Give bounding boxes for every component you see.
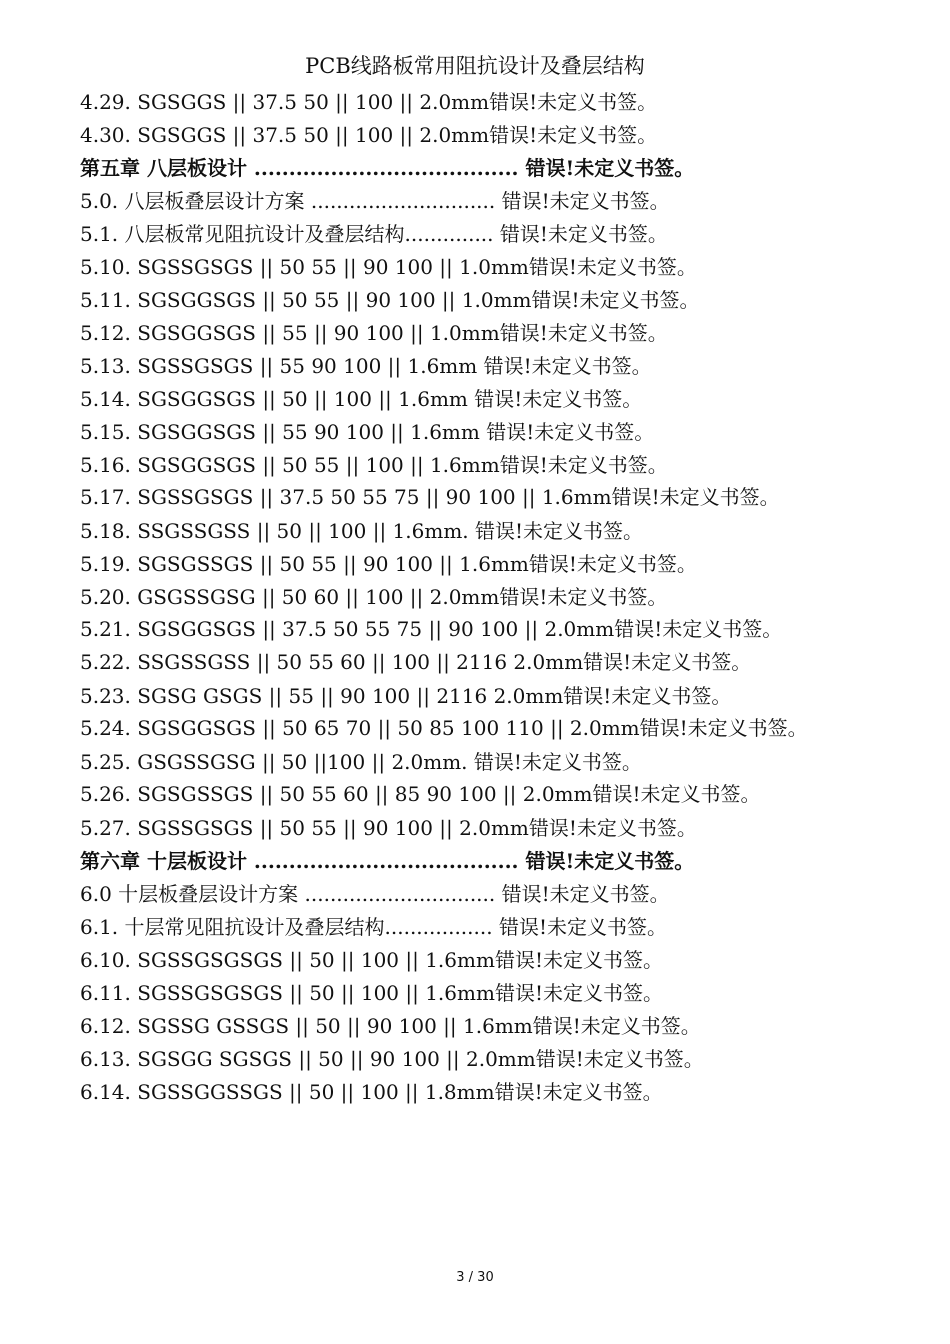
- page-number: 3 / 30: [456, 1270, 494, 1285]
- toc-entry[interactable]: 5.20. GSGSSGSG || 50 60 || 100 || 2.0mm错误!未定义书签。: [80, 585, 668, 609]
- page-header-title: PCB线路板常用阻抗设计及叠层结构: [305, 54, 645, 78]
- toc-chapter-heading[interactable]: 第六章 十层板设计 ...................................... 错误!未定义书签。: [80, 849, 695, 873]
- toc-entry[interactable]: 4.29. SGSGGS || 37.5 50 || 100 || 2.0mm错误!未定义书签。: [80, 90, 658, 114]
- toc-entry[interactable]: 5.1. 八层板常见阻抗设计及叠层结构.............. 错误!未定义书签。: [80, 222, 668, 246]
- toc-entry[interactable]: 5.12. SGSGGSGS || 55 || 90 100 || 1.0mm错误!未定义书签。: [80, 321, 668, 345]
- toc-entry[interactable]: 5.16. SGSGGSGS || 50 55 || 100 || 1.6mm错误!未定义书签。: [80, 453, 668, 477]
- toc-entry[interactable]: 5.15. SGSGGSGS || 55 90 100 || 1.6mm 错误!未定义书签。: [80, 420, 655, 444]
- toc-entry[interactable]: 5.14. SGSGGSGS || 50 || 100 || 1.6mm 错误!未定义书签。: [80, 387, 643, 411]
- toc-entry[interactable]: 5.24. SGSGGSGS || 50 65 70 || 50 85 100 110 || 2.0mm错误!未定义书签。: [80, 716, 808, 740]
- toc-entry[interactable]: 5.11. SGSGGSGS || 50 55 || 90 100 || 1.0mm错误!未定义书签。: [80, 288, 700, 312]
- toc-entry[interactable]: 5.21. SGSGGSGS || 37.5 50 55 75 || 90 100 || 2.0mm错误!未定义书签。: [80, 617, 783, 641]
- toc-entry[interactable]: 4.30. SGSGGS || 37.5 50 || 100 || 2.0mm错误!未定义书签。: [80, 123, 658, 147]
- toc-entry[interactable]: 5.25. GSGSSGSG || 50 ||100 || 2.0mm. 错误!未定义书签。: [80, 750, 642, 774]
- toc-entry[interactable]: 6.11. SGSSGSGSGS || 50 || 100 || 1.6mm错误!未定义书签。: [80, 981, 663, 1005]
- toc-entry[interactable]: 5.13. SGSSGSGS || 55 90 100 || 1.6mm 错误!未定义书签。: [80, 354, 652, 378]
- toc-entry[interactable]: 5.10. SGSSGSGS || 50 55 || 90 100 || 1.0mm错误!未定义书签。: [80, 255, 697, 279]
- toc-entry[interactable]: 6.0 十层板叠层设计方案 .............................. 错误!未定义书签。: [80, 882, 670, 906]
- toc-entry[interactable]: 5.17. SGSSGSGS || 37.5 50 55 75 || 90 100 || 1.6mm错误!未定义书签。: [80, 485, 780, 509]
- toc-entry[interactable]: 5.18. SSGSSGSS || 50 || 100 || 1.6mm. 错误!未定义书签。: [80, 519, 644, 543]
- toc-entry[interactable]: 5.26. SGSGSSGS || 50 55 60 || 85 90 100 || 2.0mm错误!未定义书签。: [80, 782, 761, 806]
- toc-entry[interactable]: 5.27. SGSSGSGS || 50 55 || 90 100 || 2.0mm错误!未定义书签。: [80, 816, 697, 840]
- toc-entry[interactable]: 6.12. SGSSG GSSGS || 50 || 90 100 || 1.6mm错误!未定义书签。: [80, 1014, 701, 1038]
- toc-chapter-heading[interactable]: 第五章 八层板设计 ...................................... 错误!未定义书签。: [80, 156, 695, 180]
- toc-entry[interactable]: 5.19. SGSGSSGS || 50 55 || 90 100 || 1.6mm错误!未定义书签。: [80, 552, 697, 576]
- toc-entry[interactable]: 5.23. SGSG GSGS || 55 || 90 100 || 2116 2.0mm错误!未定义书签。: [80, 684, 732, 708]
- toc-entry[interactable]: 6.10. SGSSGSGSGS || 50 || 100 || 1.6mm错误!未定义书签。: [80, 948, 663, 972]
- table-of-contents: [80, 86, 872, 1109]
- toc-entry[interactable]: 6.13. SGSGG SGSGS || 50 || 90 100 || 2.0mm错误!未定义书签。: [80, 1047, 704, 1071]
- toc-entry[interactable]: 6.1. 十层常见阻抗设计及叠层结构................. 错误!未定义书签。: [80, 915, 667, 939]
- toc-entry[interactable]: 6.14. SGSSGGSSGS || 50 || 100 || 1.8mm错误!未定义书签。: [80, 1080, 663, 1104]
- toc-entry[interactable]: 5.22. SSGSSGSS || 50 55 60 || 100 || 2116 2.0mm错误!未定义书签。: [80, 650, 752, 674]
- toc-entry[interactable]: 5.0. 八层板叠层设计方案 ............................. 错误!未定义书签。: [80, 189, 670, 213]
